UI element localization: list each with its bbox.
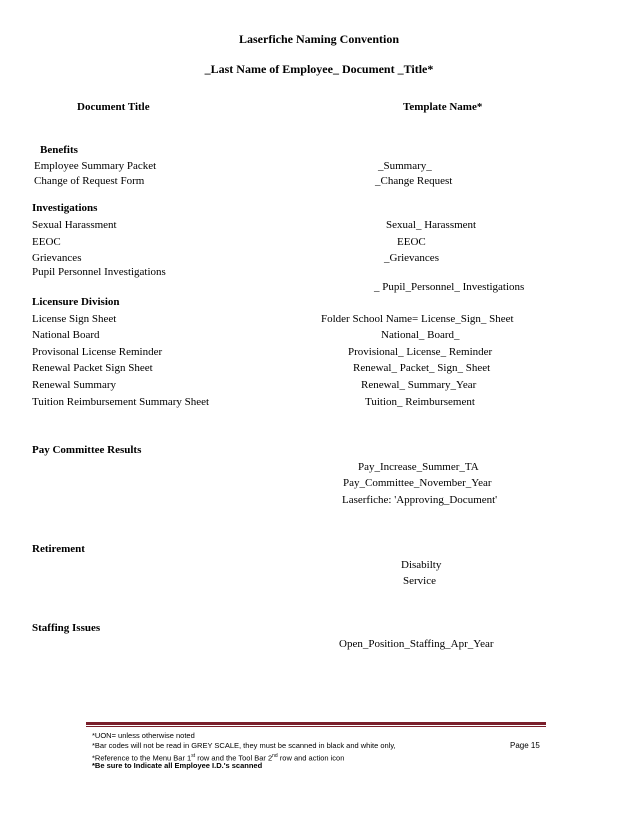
template-name: _Grievances [384,252,439,264]
footer-rule [86,722,546,725]
template-name: Renewal_ Packet_ Sign_ Sheet [353,362,491,374]
column-header-document-title: Document Title [77,101,150,113]
footer-note-uon: *UON= unless otherwise noted [92,731,195,740]
doc-title: License Sign Sheet [32,313,117,325]
doc-title: EEOC [32,236,61,248]
doc-title: Grievances [32,252,82,264]
section-heading-staffing: Staffing Issues [32,622,101,634]
page-subtitle: _Last Name of Employee_ Document _Title* [204,62,434,76]
template-name: _ Pupil_Personnel_ Investigations [374,281,525,293]
section-heading-investigations: Investigations [32,202,98,214]
doc-title: National Board [32,329,100,341]
page-title: Laserfiche Naming Convention [239,32,399,46]
template-name: Renewal_ Summary_Year [361,379,477,391]
doc-title: Employee Summary Packet [34,160,157,172]
template-name: _Summary_ [378,160,432,172]
footer-rule-thin [86,726,546,727]
page-number: Page 15 [510,741,540,750]
column-header-template-name: Template Name* [403,101,483,113]
template-name: National_ Board_ [381,329,460,341]
template-name: Pay_Committee_November_Year [343,477,492,489]
footer-note-barcodes: *Bar codes will not be read in GREY SCALE, they must be scanned in black and white only, [92,741,396,750]
template-name: Open_Position_Staffing_Apr_Year [339,638,494,650]
section-heading-pay-committee: Pay Committee Results [32,444,142,456]
doc-title: Sexual Harassment [32,219,117,231]
footer-note-menu-bar: *Reference to the Menu Bar 1st row and the Tool Bar 2nd row and action icon [92,753,345,763]
template-name: Laserfiche: 'Approving_Document' [342,494,498,506]
template-name: Tuition_ Reimbursement [365,396,475,408]
doc-title: Provisonal License Reminder [32,346,163,358]
template-name: _Change Request [375,175,453,187]
template-name: Disabilty [401,559,442,571]
template-name: Folder School Name= License_Sign_ Sheet [321,313,514,325]
template-name: EEOC [397,236,426,248]
section-heading-licensure: Licensure Division [32,296,120,308]
doc-title: Renewal Summary [32,379,117,391]
footer-note-employee-id: *Be sure to Indicate all Employee I.D.'s scanned [92,761,263,770]
section-heading-retirement: Retirement [32,543,85,555]
template-name: Sexual_ Harassment [386,219,477,231]
template-name: Pay_Increase_Summer_TA [358,461,479,473]
doc-title: Tuition Reimbursement Summary Sheet [32,396,210,408]
template-name: Provisional_ License_ Reminder [348,346,493,358]
doc-title: Pupil Personnel Investigations [32,266,166,278]
doc-title: Renewal Packet Sign Sheet [32,362,153,374]
doc-title: Change of Request Form [34,175,145,187]
template-name: Service [403,575,436,587]
section-heading-benefits: Benefits [40,144,78,156]
